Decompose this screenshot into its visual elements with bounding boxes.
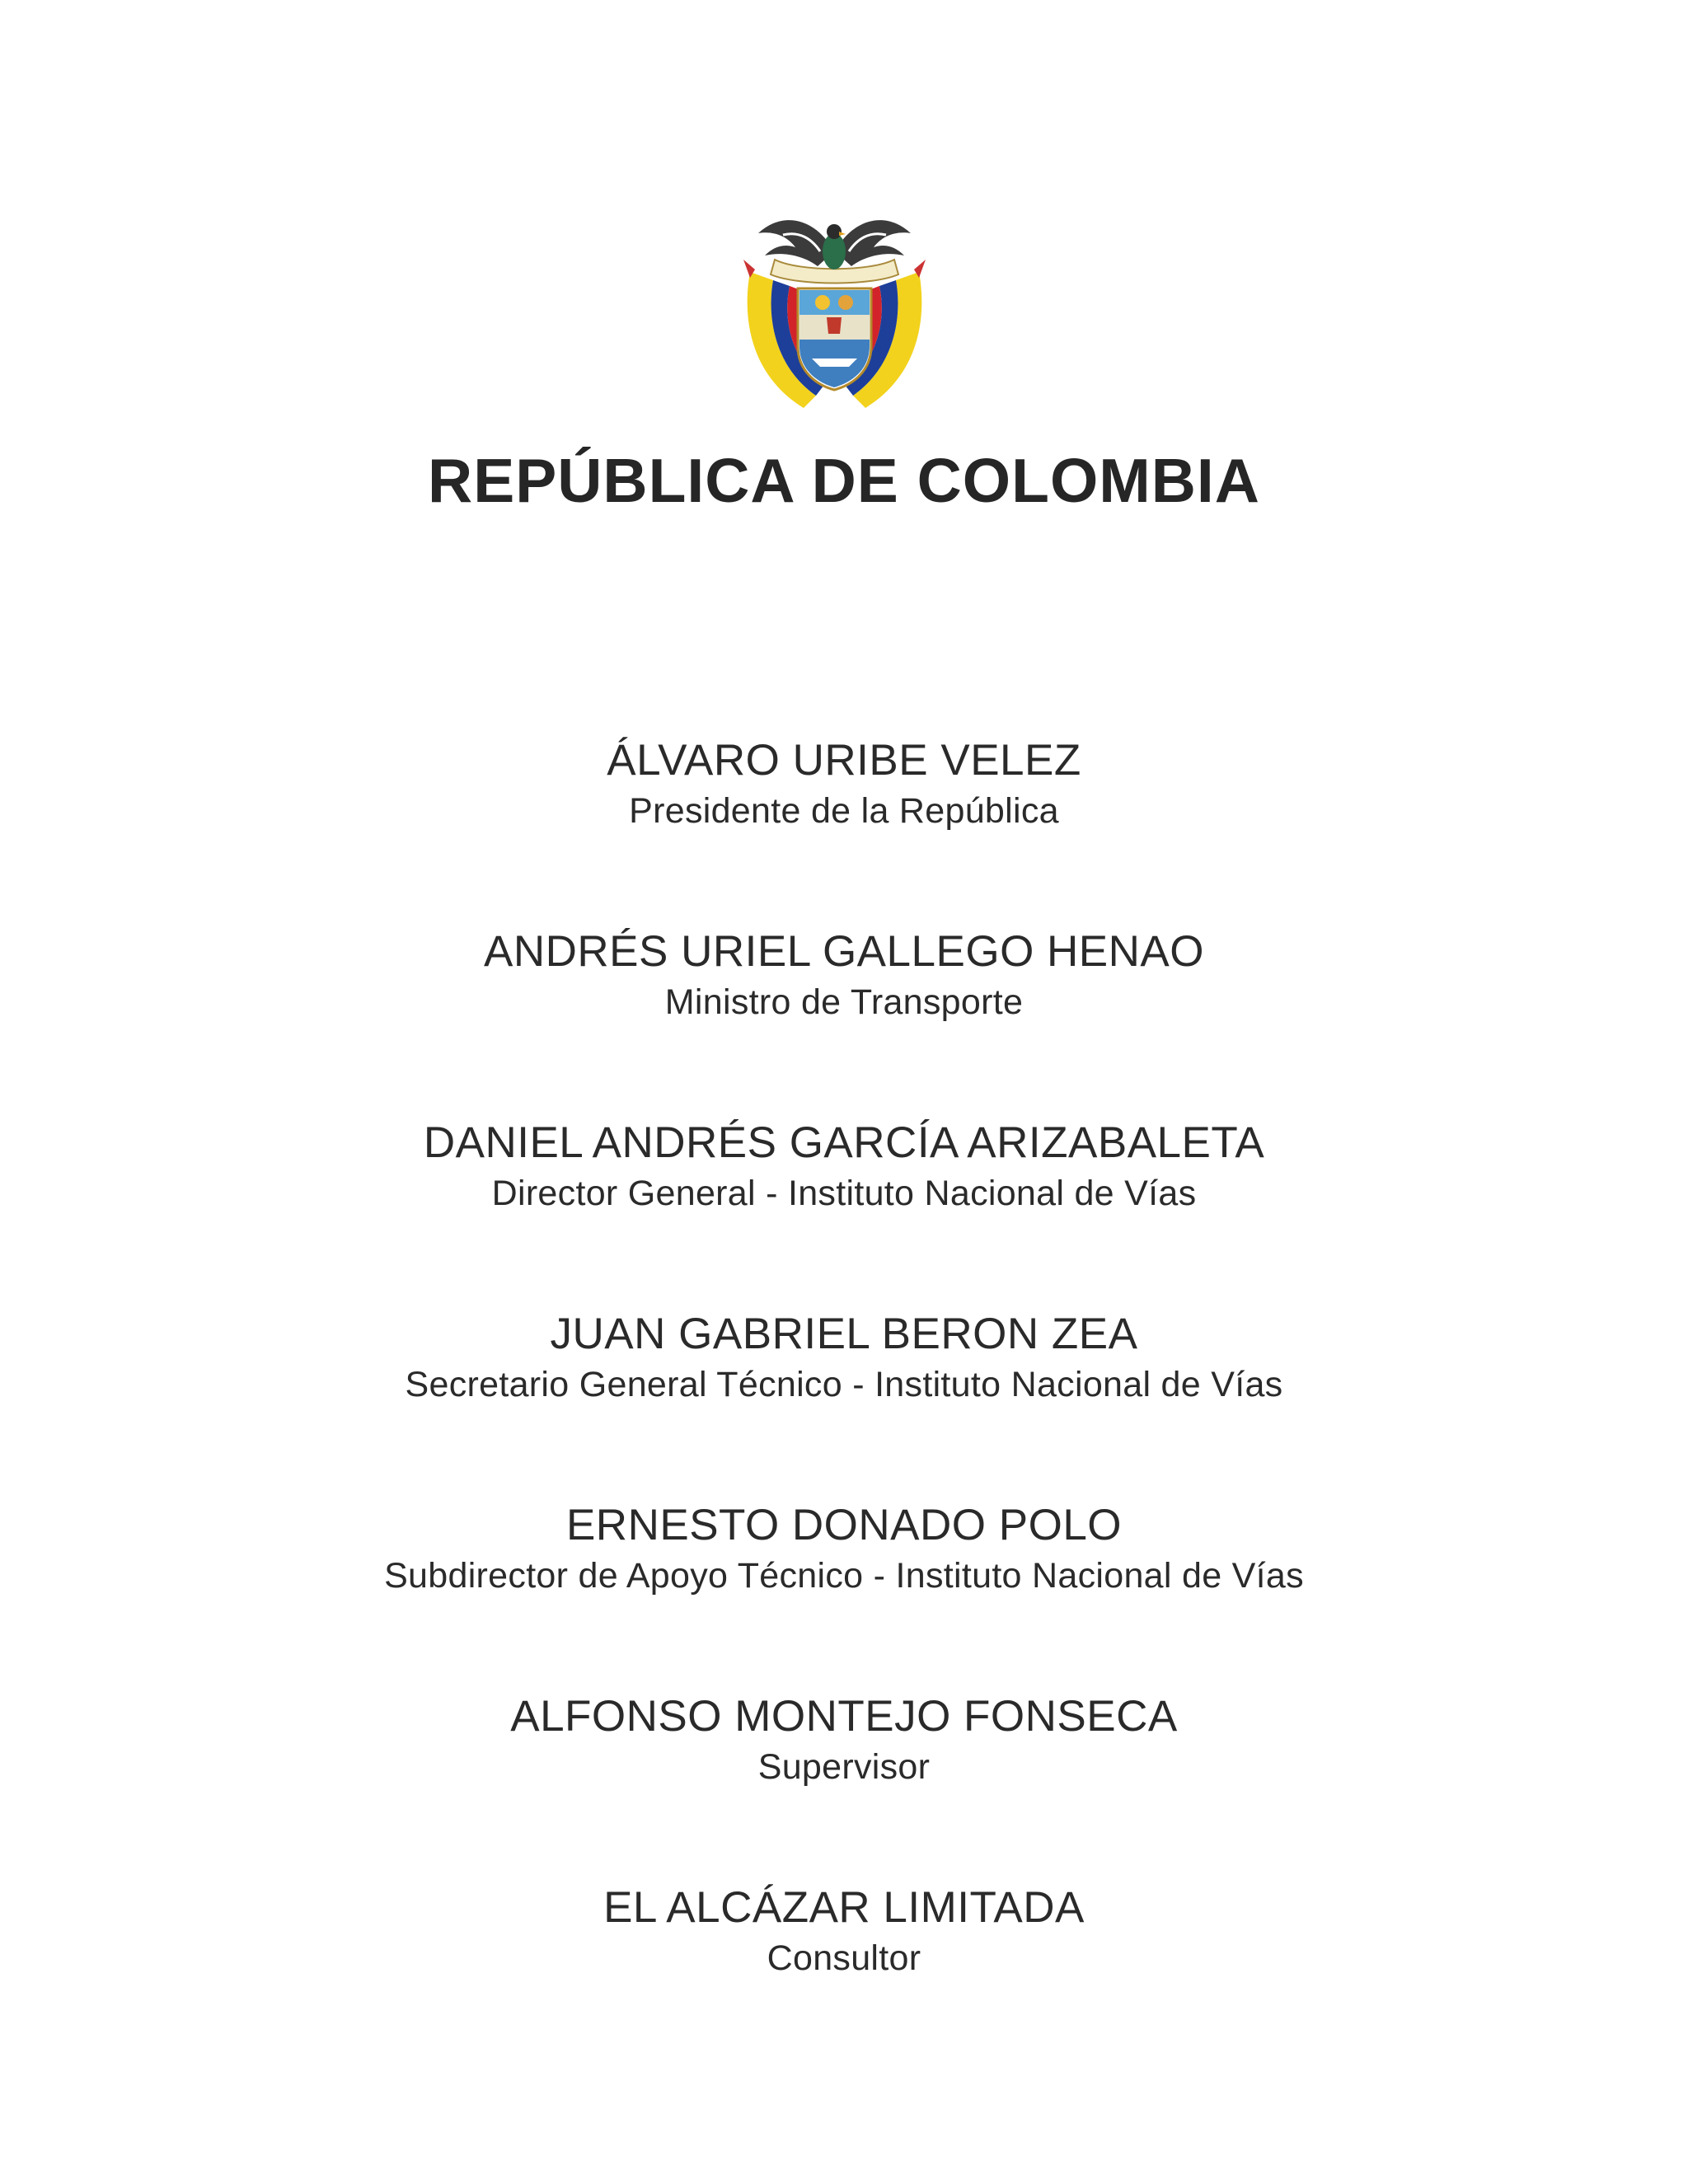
page-title: REPÚBLICA DE COLOMBIA bbox=[428, 446, 1260, 515]
person-role: Supervisor bbox=[757, 1747, 931, 1787]
person-name: ALFONSO MONTEJO FONSECA bbox=[510, 1692, 1178, 1741]
person-name: DANIEL ANDRÉS GARCÍA ARIZABALETA bbox=[423, 1118, 1265, 1167]
coat-of-arms-icon bbox=[725, 202, 944, 424]
person-role: Director General - Instituto Nacional de Vías bbox=[491, 1174, 1197, 1213]
credit-entry bbox=[0, 1116, 1688, 1216]
person-role: Ministro de Transporte bbox=[664, 982, 1024, 1022]
credit-entry bbox=[0, 1307, 1688, 1408]
person-role: Subdirector de Apoyo Técnico - Instituto Nacional de Vías bbox=[384, 1556, 1304, 1596]
shield-icon bbox=[798, 288, 871, 390]
person-name: ANDRÉS URIEL GALLEGO HENAO bbox=[484, 927, 1204, 976]
credit-entry bbox=[0, 1498, 1688, 1599]
credit-entry bbox=[0, 925, 1688, 1025]
credit-entry bbox=[0, 733, 1688, 834]
credit-entry bbox=[0, 1690, 1688, 1790]
person-role: Presidente de la República bbox=[629, 791, 1059, 831]
person-name: EL ALCÁZAR LIMITADA bbox=[603, 1883, 1085, 1932]
person-name: ÁLVARO URIBE VELEZ bbox=[607, 736, 1081, 785]
person-role: Consultor bbox=[767, 1938, 921, 1978]
person-role: Secretario General Técnico - Instituto Nacional de Vías bbox=[405, 1365, 1283, 1404]
credit-entry bbox=[0, 1881, 1688, 1981]
person-name: JUAN GABRIEL BERON ZEA bbox=[550, 1310, 1138, 1358]
person-name: ERNESTO DONADO POLO bbox=[565, 1501, 1123, 1549]
